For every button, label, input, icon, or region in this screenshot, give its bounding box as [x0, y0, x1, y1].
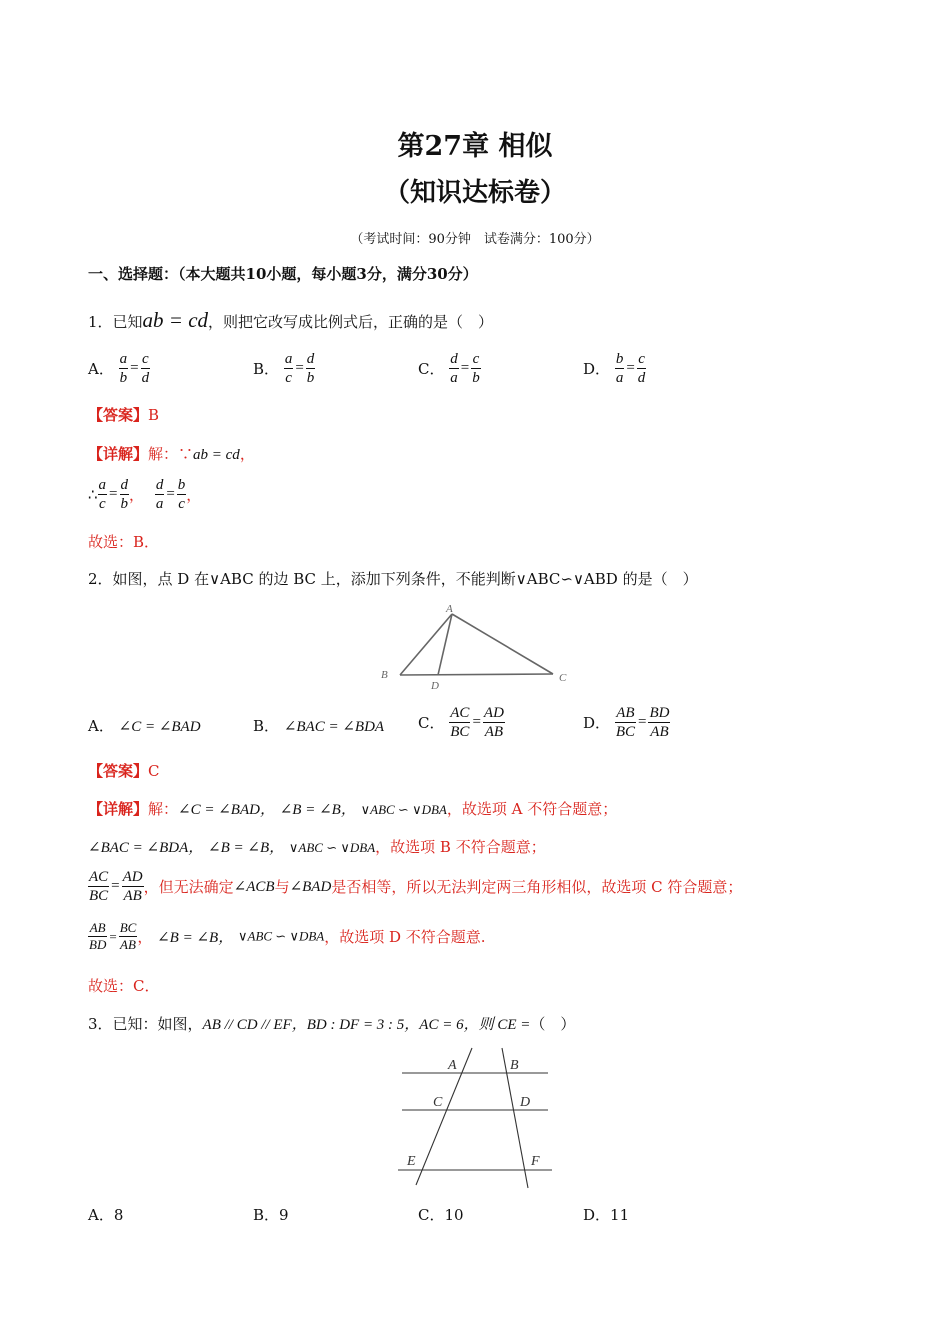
q3-option-c[interactable]: C．10	[418, 1206, 464, 1224]
q1-equation: ab = cd	[142, 308, 209, 332]
q3-label-d: D	[520, 1095, 531, 1110]
q1-option-b[interactable]: B． $\frac{a}{c}$ = $\frac{d}{b}$	[253, 351, 315, 386]
q2-label-d: D	[431, 680, 439, 692]
q1-option-a[interactable]: A． $\frac{a}{b}$ = $\frac{c}{d}$	[88, 351, 150, 386]
q1-option-c[interactable]: C． $\frac{d}{a}$ = $\frac{c}{b}$	[418, 351, 480, 386]
q2-triangle-figure	[375, 600, 575, 695]
section-heading: 一、选择题：（本大题共10小题，每小题3分，满分30分）	[88, 265, 478, 283]
q2-detail-line3: $\frac{AC}{BC}$ = $\frac{AD}{AB}$ ，但无法确定∠ACB与∠BAD是否相等，所以无法判定两三角形相似，故选项 C 符合题意；	[89, 869, 743, 904]
q3-option-d[interactable]: D．11	[583, 1206, 630, 1224]
exam-info: （考试时间：90分钟 试卷满分：100分）	[350, 232, 600, 247]
page-title: 第27章 相似	[397, 131, 553, 162]
question-1-stem: 1．已知ab = cd，则把它改写成比例式后，正确的是（ ）	[88, 308, 494, 332]
q2-detail-line4: $\frac{AB}{BD}$ = $\frac{BC}{AB}$ ， ∠B = ∠B， ∨ABC ∽ ∨DBA，故选项 D 不符合题意.	[89, 920, 486, 952]
q3-label-b: B	[510, 1058, 519, 1073]
q3-label-a: A	[448, 1058, 457, 1073]
page-subtitle: （知识达标卷）	[383, 178, 566, 208]
q2-label-a: A	[446, 603, 453, 615]
q3-option-b[interactable]: B．9	[253, 1206, 289, 1224]
q3-label-f: F	[531, 1154, 540, 1169]
q2-detail-line2: ∠BAC = ∠BDA， ∠B = ∠B， ∨ABC ∽ ∨DBA，故选项 B 不符合题意；	[88, 838, 546, 856]
q1-detail-line2: ∴ $\frac{a}{c}$ = $\frac{d}{b}$ ， $\frac{d}{a}$ = $\frac{b}{c}$ ，	[88, 477, 202, 512]
q1-option-d[interactable]: D． $\frac{b}{a}$ = $\frac{c}{d}$	[583, 351, 646, 386]
question-2-stem: 2．如图，点 D 在∨ABC 的边 BC 上，添加下列条件，不能判断∨ABC∽∨ABD 的是（ ）	[88, 570, 698, 588]
q1-answer: 【答案】B	[88, 406, 160, 424]
q2-conclusion: 故选：C．	[88, 977, 160, 995]
q2-option-d[interactable]: D． $\frac{AB}{BC}$ = $\frac{BD}{AB}$	[583, 705, 670, 740]
q2-label-b: B	[381, 669, 388, 681]
q2-label-c: C	[559, 672, 567, 684]
q1-detail-line1: 【详解】解：∵ab = cd，	[88, 445, 255, 463]
q2-option-a[interactable]: A． ∠C = ∠BAD	[88, 717, 201, 735]
q3-label-e: E	[407, 1154, 416, 1169]
q2-option-b[interactable]: B． ∠BAC = ∠BDA	[253, 717, 385, 735]
question-3-stem: 3．已知：如图，AB // CD // EF，BD : DF = 3 : 5，AC = 6，则 CE =（ ）	[88, 1015, 576, 1033]
q2-option-c[interactable]: C． $\frac{AC}{BC}$ = $\frac{AD}{AB}$	[418, 705, 504, 740]
q1-conclusion: 故选：B．	[88, 533, 160, 551]
q3-label-c: C	[433, 1095, 443, 1110]
q2-answer: 【答案】C	[88, 762, 160, 780]
q3-option-a[interactable]: A．8	[88, 1206, 124, 1224]
q3-parallel-lines-figure	[390, 1045, 560, 1190]
q2-detail-line1: 【详解】解：∠C = ∠BAD， ∠B = ∠B， ∨ABC ∽ ∨DBA，故选项 A 不符合题意；	[88, 800, 618, 818]
